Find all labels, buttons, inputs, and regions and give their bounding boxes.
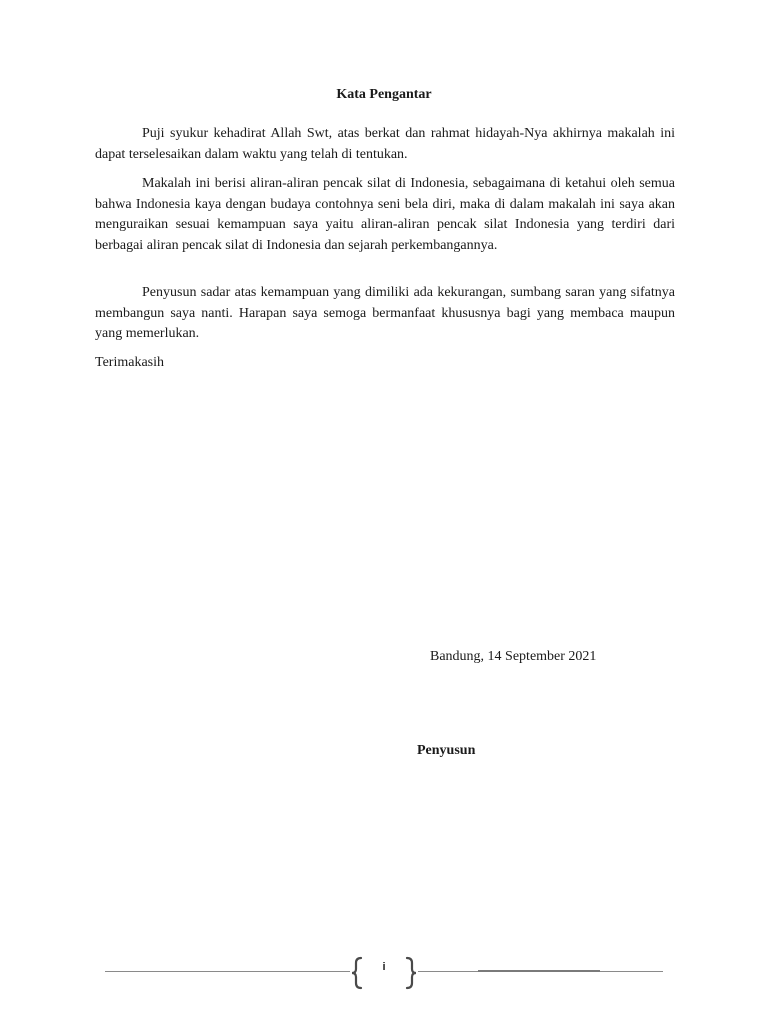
page-footer: [0, 956, 768, 990]
paragraph-1: Puji syukur kehadirat Allah Swt, atas berkat dan rahmat hidayah-Nya akhirnya makalah ini dapat terselesaikan dalam waktu yang telah di tentukan.: [95, 126, 675, 162]
signature-author-label: Penyusun: [417, 743, 476, 758]
left-brace-icon: [350, 956, 364, 990]
page-number: i: [382, 961, 386, 973]
paragraph-2: Makalah ini berisi aliran-aliran pencak silat di Indonesia, sebagaimana di ketahui oleh semua bahwa Indonesia kaya dengan budaya contohnya seni bela diri, maka di dalam makalah ini saya akan menguraikan sesuai kemampuan saya yaitu aliran-aliran pencak silat Indonesia yang terdiri dari berbagai aliran pencak silat di Indonesia dan sejarah perkembangannya.: [95, 176, 675, 253]
paragraph-3: Penyusun sadar atas kemampuan yang dimiliki ada kekurangan, sumbang saran yang sifatnya membangun saya nanti. Harapan saya semoga bermanfaat khususnya bagi yang membaca maupun yang memerlukan.: [95, 285, 675, 341]
closing-text: Terimakasih: [95, 355, 164, 370]
footer-line-left: [105, 971, 350, 972]
page-title: Kata Pengantar: [336, 87, 432, 102]
footer-line-accent: [478, 970, 600, 972]
right-brace-icon: [404, 956, 418, 990]
signature-place-date: Bandung, 14 September 2021: [430, 649, 597, 664]
